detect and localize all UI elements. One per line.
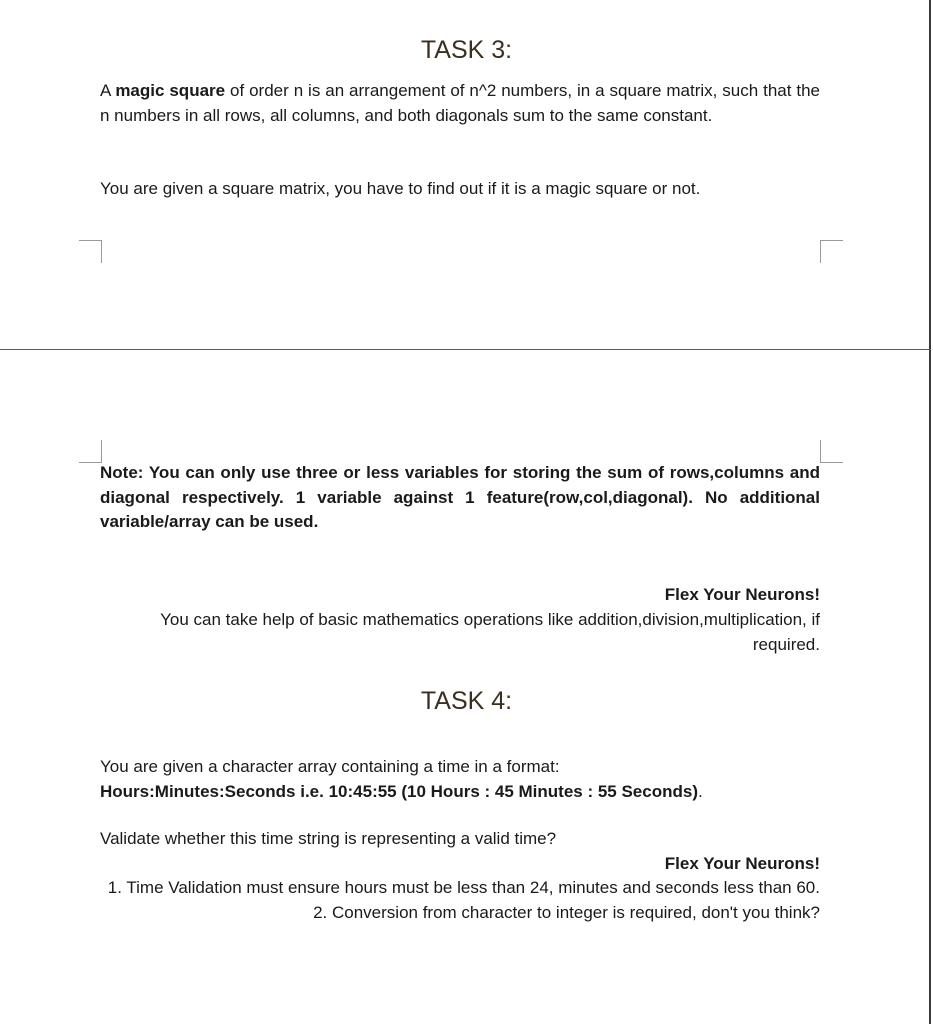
task3-intro-term: magic square	[115, 81, 226, 100]
crop-mark-bottom-right	[820, 440, 843, 463]
task3-intro	[100, 79, 820, 128]
task4-hint-2: 2. Conversion from character to integer is required, don't you think?	[313, 902, 820, 922]
task3-flex-text: You can take help of basic mathematics operations like addition,division,multiplication, if required.	[160, 610, 820, 654]
task4-title: TASK 4:	[420, 687, 513, 715]
task4-given: You are given a character array containing a time in a format:	[100, 757, 560, 776]
task4-flex-heading: Flex Your Neurons!	[664, 854, 820, 873]
task4-hint-list	[100, 876, 820, 925]
task4-validate: Validate whether this time string is representing a valid time?	[100, 829, 557, 848]
task3-title: TASK 3:	[420, 36, 513, 64]
crop-mark-top-right	[820, 240, 843, 263]
page-edge	[929, 0, 931, 1024]
task4-format-text: Hours:Minutes:Seconds i.e. 10:45:55 (10 Hours : 45 Minutes : 55 Seconds)	[100, 782, 698, 801]
task4-format	[100, 780, 820, 805]
crop-mark-top-left	[79, 240, 102, 263]
task3-given: You are given a square matrix, you have to find out if it is a magic square or not.	[100, 179, 701, 198]
page-break-divider	[0, 349, 931, 350]
crop-mark-bottom-left	[79, 440, 102, 463]
task3-intro-rest: of order n is an arrangement of n^2 numbers, in a square matrix, such that the n numbers in all rows, all columns, and both diagonals sum to the same constant.	[100, 81, 820, 125]
task3-flex-heading: Flex Your Neurons!	[664, 585, 820, 604]
task4-format-period: .	[698, 782, 703, 801]
task3-note: Note: You can only use three or less variables for storing the sum of rows,columns and diagonal respectively. 1 variable against 1 feature(row,col,diagonal). No additional variable/array can be used.	[100, 463, 820, 531]
task4-hint-1: 1. Time Validation must ensure hours must be less than 24, minutes and seconds less than 60.	[107, 878, 820, 897]
task3-intro-prefix: A	[100, 81, 116, 100]
